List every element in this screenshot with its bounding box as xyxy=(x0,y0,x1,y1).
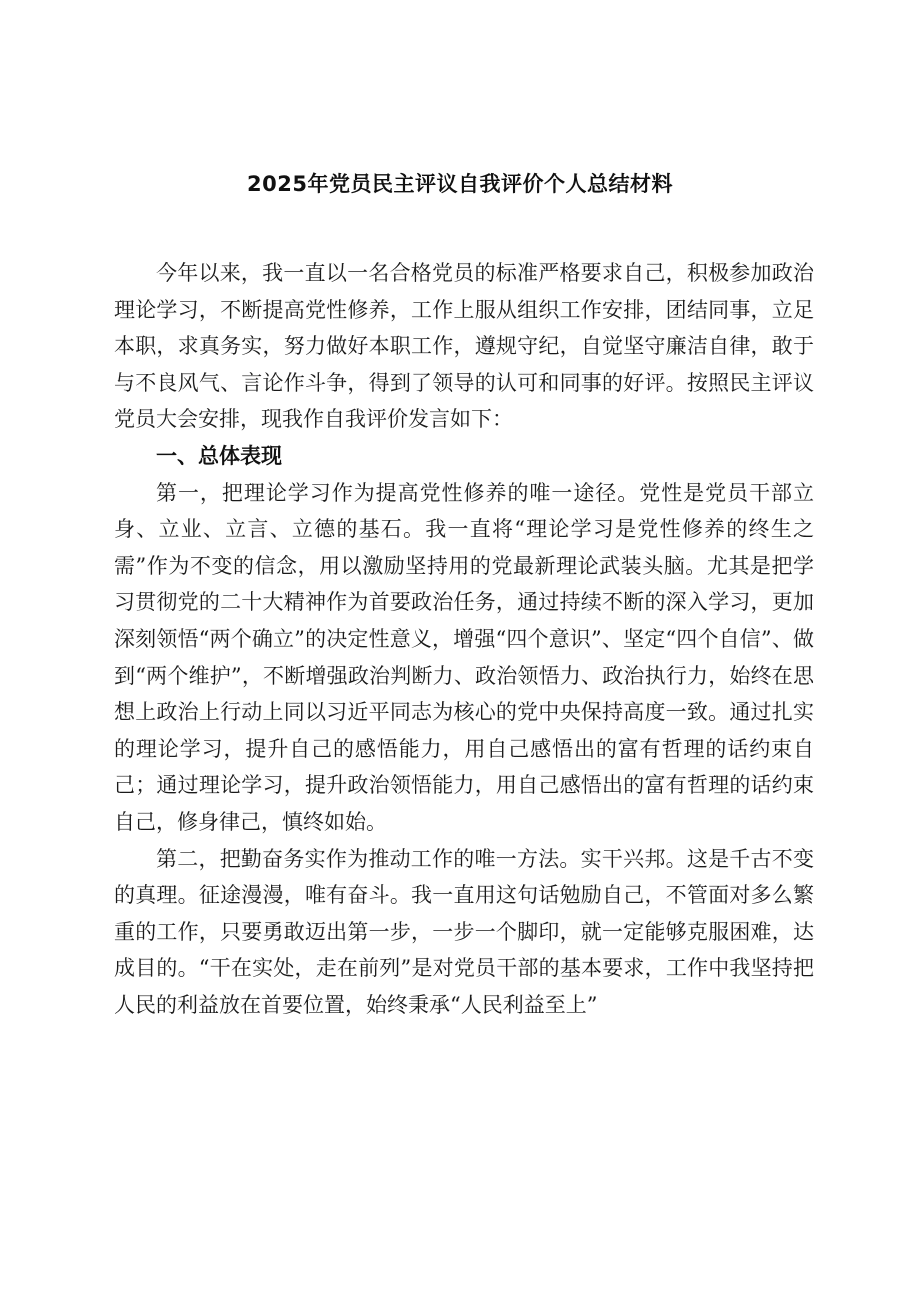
section-heading: 一、总体表现 xyxy=(156,443,282,468)
intro-paragraph: 今年以来，我一直以一名合格党员的标准严格要求自己，积极参加政治理论学习，不断提高党性修养，工作上服从组织工作安排，团结同事，立足本职，求真务实，努力做好本职工作，遵规守纪，自觉坚守廉洁自律，敢于与不良风气、言论作斗争，得到了领导的认可和同事的好评。按照民主评议党员大会安排，现我作自我评价发言如下： xyxy=(114,261,814,432)
document-body xyxy=(114,255,814,1023)
body-paragraph: 第一，把理论学习作为提高党性修养的唯一途径。党性是党员干部立身、立业、立言、立德的基石。我一直将“理论学习是党性修养的终生之需”作为不变的信念，用以激励坚持用的党最新理论武装头脑。尤其是把学习贯彻党的二十大精神作为首要政治任务，通过持续不断的深入学习，更加深刻领悟“两个确立”的决定性意义，增强“四个意识”、坚定“四个自信”、做到“两个维护”，不断增强政治判断力、政治领悟力、政治执行力，始终在思想上政治上行动上同以习近平同志为核心的党中央保持高度一致。通过扎实的理论学习，提升自己的感悟能力，用自己感悟出的富有哲理的话约束自己；通过理论学习，提升政治领悟能力，用自己感悟出的富有哲理的话约束自己，修身律己，慎终如始。 xyxy=(114,480,814,834)
document-title: 2025年党员民主评议自我评价个人总结材料 xyxy=(247,172,673,196)
body-paragraph: 第二，把勤奋务实作为推动工作的唯一方法。实干兴邦。这是千古不变的真理。征途漫漫，唯有奋斗。我一直用这句话勉励自己，不管面对多么繁重的工作，只要勇敢迈出第一步，一步一个脚印，就一定能够克服困难，达成目的。“干在实处，走在前列”是对党员干部的基本要求，工作中我坚持把人民的利益放在首要位置，始终秉承“人民利益至上” xyxy=(114,846,814,1017)
